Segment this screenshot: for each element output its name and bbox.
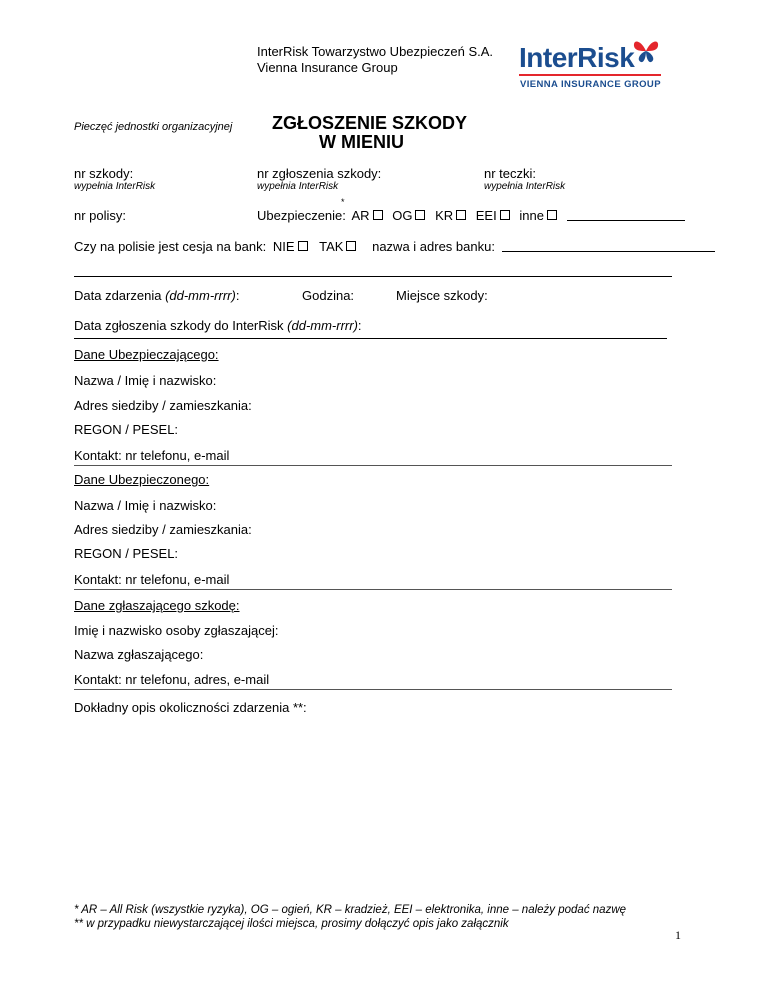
policyholder-address-label: Adres siedziby / zamieszkania: — [74, 398, 252, 413]
insurance-type-row — [257, 208, 685, 223]
logo-subtext: VIENNA INSURANCE GROUP — [520, 79, 661, 90]
insured-heading: Dane Ubezpieczonego: — [74, 472, 210, 487]
cession-row — [74, 239, 715, 254]
checkbox-tak[interactable] — [346, 241, 356, 251]
folder-number-note: wypełnia InterRisk — [484, 181, 566, 192]
claim-number-label: nr szkody: — [74, 166, 134, 181]
insured-name-label: Nazwa / Imię i nazwisko: — [74, 498, 217, 513]
event-date-label: Data zdarzenia (dd-mm-rrrr): — [74, 288, 240, 303]
option-kr-label: KR — [435, 208, 454, 223]
option-tak-label: TAK — [319, 239, 344, 254]
claim-number-note: wypełnia InterRisk — [74, 181, 156, 192]
company-group: Vienna Insurance Group — [257, 60, 398, 75]
checkbox-inne[interactable] — [547, 210, 557, 220]
insurance-footnote-marker: * — [341, 197, 345, 207]
description-label: Dokładny opis okoliczności zdarzenia **: — [74, 700, 307, 715]
reporter-person-label: Imię i nazwisko osoby zgłaszającej: — [74, 623, 279, 638]
page-number: 1 — [675, 928, 681, 942]
option-nie-label: NIE — [272, 239, 295, 254]
checkbox-nie[interactable] — [298, 241, 308, 251]
divider — [74, 589, 672, 590]
insured-contact-label: Kontakt: nr telefonu, e-mail — [74, 572, 230, 587]
bank-field[interactable] — [502, 250, 715, 252]
butterfly-icon — [631, 38, 661, 64]
footnote-2: ** w przypadku niewystarczającej ilości miejsca, prosimy dołączyć opis jako załącznik — [74, 918, 509, 930]
policy-number-label: nr polisy: — [74, 208, 127, 223]
reporter-heading: Dane zgłaszającego szkodę: — [74, 598, 240, 613]
footnote-1: * AR – All Risk (wszystkie ryzyka), OG – ogień, KR – kradzież, EEI – elektronika, inne – należy podać nazwę — [74, 904, 627, 916]
interrisk-logo — [519, 38, 661, 94]
policyholder-regon-label: REGON / PESEL: — [74, 422, 179, 437]
report-number-note: wypełnia InterRisk — [257, 181, 339, 192]
option-eei-label: EEI — [475, 208, 497, 223]
company-name: InterRisk Towarzystwo Ubezpieczeń S.A. — [257, 44, 494, 59]
logo-wordmark: InterRisk — [519, 42, 635, 73]
other-insurance-field[interactable] — [567, 219, 685, 221]
page-subtitle: W MIENIU — [319, 132, 404, 152]
folder-number-label: nr teczki: — [484, 166, 537, 181]
cession-question: Czy na polisie jest cesja na bank: — [74, 239, 267, 254]
reporter-contact-label: Kontakt: nr telefonu, adres, e-mail — [74, 672, 270, 687]
policyholder-heading: Dane Ubezpieczającego: — [74, 347, 219, 362]
stamp-label: Pieczęć jednostki organizacyjnej — [74, 121, 233, 133]
bank-label: nazwa i adres banku: — [372, 239, 495, 254]
checkbox-og[interactable] — [415, 210, 425, 220]
checkbox-ar[interactable] — [373, 210, 383, 220]
option-ar-label: AR — [351, 208, 370, 223]
event-time-label: Godzina: — [302, 288, 355, 303]
checkbox-eei[interactable] — [500, 210, 510, 220]
page-title: ZGŁOSZENIE SZKODY — [272, 113, 468, 133]
event-place-label: Miejsce szkody: — [396, 288, 488, 303]
checkbox-kr[interactable] — [456, 210, 466, 220]
policyholder-contact-label: Kontakt: nr telefonu, e-mail — [74, 448, 230, 463]
option-og-label: OG — [392, 208, 413, 223]
insured-address-label: Adres siedziby / zamieszkania: — [74, 522, 252, 537]
divider — [74, 276, 672, 277]
insurance-label: Ubezpieczenie: — [257, 208, 346, 223]
divider — [74, 338, 667, 339]
report-number-label: nr zgłoszenia szkody: — [257, 166, 382, 181]
policyholder-name-label: Nazwa / Imię i nazwisko: — [74, 373, 217, 388]
logo-divider — [519, 74, 661, 76]
report-date-label: Data zgłoszenia szkody do InterRisk (dd-mm-rrrr): — [74, 318, 362, 333]
divider — [74, 689, 672, 690]
divider — [74, 465, 672, 466]
reporter-name-label: Nazwa zgłaszającego: — [74, 647, 204, 662]
insured-regon-label: REGON / PESEL: — [74, 546, 179, 561]
option-inne-label: inne — [519, 208, 544, 223]
